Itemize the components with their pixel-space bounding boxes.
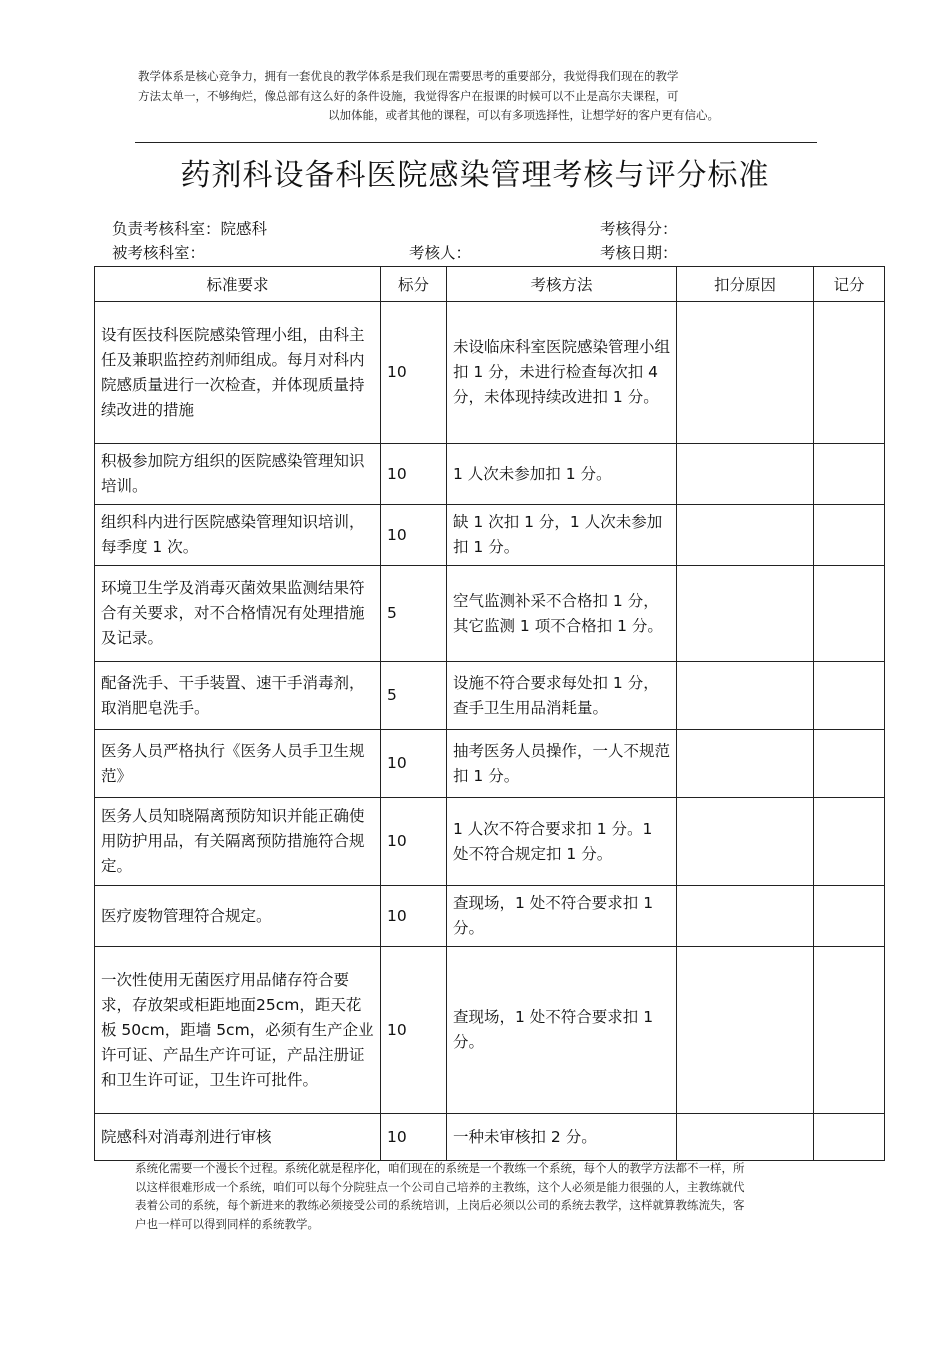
table-row xyxy=(95,505,885,566)
reason-cell xyxy=(677,1114,814,1161)
header-divider xyxy=(135,142,817,143)
method-cell: 一种未审核扣 2 分。 xyxy=(447,1114,677,1161)
requirement-cell: 医务人员严格执行《医务人员手卫生规范》 xyxy=(95,730,381,798)
reason-cell xyxy=(677,444,814,505)
table-row xyxy=(95,662,885,730)
table-row xyxy=(95,947,885,1114)
col-header-method: 考核方法 xyxy=(447,267,677,302)
requirement-cell: 积极参加院方组织的医院感染管理知识培训。 xyxy=(95,444,381,505)
score-cell: 10 xyxy=(381,798,447,886)
method-cell: 1 人次不符合要求扣 1 分。1 处不符合规定扣 1 分。 xyxy=(447,798,677,886)
requirement-cell: 组织科内进行医院感染管理知识培训，每季度 1 次。 xyxy=(95,505,381,566)
mark-cell xyxy=(814,730,885,798)
table-row xyxy=(95,302,885,444)
header-note-line-1: 教学体系是核心竞争力，拥有一套优良的教学体系是我们现在需要思考的重要部分，我觉得我们现在的教学 xyxy=(138,69,679,83)
score-cell: 10 xyxy=(381,886,447,947)
table-row xyxy=(95,798,885,886)
requirement-cell: 院感科对消毒剂进行审核 xyxy=(95,1114,381,1161)
requirement-cell: 一次性使用无菌医疗用品储存符合要求，存放架或柜距地面25cm，距天花板 50cm，距墙 5cm，必须有生产企业许可证、产品生产许可证，产品注册证和卫生许可证，卫生许可批件。 xyxy=(95,947,381,1114)
score-cell: 5 xyxy=(381,662,447,730)
method-cell: 1 人次未参加扣 1 分。 xyxy=(447,444,677,505)
method-cell: 未设临床科室医院感染管理小组扣 1 分，未进行检查每次扣 4 分，未体现持续改进扣 1 分。 xyxy=(447,302,677,444)
method-cell: 抽考医务人员操作，一人不规范扣 1 分。 xyxy=(447,730,677,798)
assessment-table xyxy=(94,266,885,1161)
requirement-cell: 设有医技科医院感染管理小组，由科主任及兼职监控药剂师组成。每月对科内院感质量进行一次检查，并体现质量持续改进的措施 xyxy=(95,302,381,444)
col-header-reason: 扣分原因 xyxy=(677,267,814,302)
col-header-score: 标分 xyxy=(381,267,447,302)
mark-cell xyxy=(814,1114,885,1161)
header-note-line-2: 方法太单一，不够绚烂，像总部有这么好的条件设施，我觉得客户在报课的时候可以不止是高尔夫课程，可 xyxy=(138,89,679,103)
page-title: 药剂科设备科医院感染管理考核与评分标准 xyxy=(180,158,770,193)
method-cell: 查现场，1 处不符合要求扣 1 分。 xyxy=(447,947,677,1114)
reason-cell xyxy=(677,730,814,798)
reason-cell xyxy=(677,886,814,947)
date-label: 考核日期： xyxy=(600,244,678,262)
examiner-label: 考核人： xyxy=(409,244,472,262)
score-cell: 10 xyxy=(381,947,447,1114)
footer-note: 系统化需要一个漫长个过程。系统化就是程序化，咱们现在的系统是一个教练一个系统，每个人的教学方法都不一样，所以这样很难形成一个系统，咱们可以每个分院驻点一个公司自己培养的主教练，这个人必须是能力很强的人，主教练就代表着公司的系统，每个新进来的教练必须接受公司的系统培训，上岗后必须以公司的系统去教学，这样就算教练流失，客户也一样可以得到同样的系统教学。 xyxy=(135,1161,745,1231)
header-note-line-3: 以加体能，或者其他的课程，可以有多项选择性，让想学好的客户更有信心。 xyxy=(328,108,719,122)
mark-cell xyxy=(814,947,885,1114)
reason-cell xyxy=(677,662,814,730)
reason-cell xyxy=(677,566,814,662)
mark-cell xyxy=(814,566,885,662)
mark-cell xyxy=(814,886,885,947)
col-header-requirement: 标准要求 xyxy=(95,267,381,302)
reason-cell xyxy=(677,947,814,1114)
method-cell: 查现场，1 处不符合要求扣 1 分。 xyxy=(447,886,677,947)
responsible-dept: 负责考核科室：院感科 xyxy=(112,220,268,238)
reason-cell xyxy=(677,302,814,444)
requirement-cell: 医务人员知晓隔离预防知识并能正确使用防护用品，有关隔离预防措施符合规定。 xyxy=(95,798,381,886)
method-cell: 空气监测补采不合格扣 1 分，其它监测 1 项不合格扣 1 分。 xyxy=(447,566,677,662)
table-row xyxy=(95,1114,885,1161)
score-cell: 10 xyxy=(381,505,447,566)
table-row xyxy=(95,730,885,798)
score-cell: 5 xyxy=(381,566,447,662)
mark-cell xyxy=(814,302,885,444)
reason-cell xyxy=(677,798,814,886)
method-cell: 设施不符合要求每处扣 1 分，查手卫生用品消耗量。 xyxy=(447,662,677,730)
reason-cell xyxy=(677,505,814,566)
mark-cell xyxy=(814,444,885,505)
examined-dept: 被考核科室： xyxy=(112,244,206,262)
score-cell: 10 xyxy=(381,444,447,505)
method-cell: 缺 1 次扣 1 分，1 人次未参加扣 1 分。 xyxy=(447,505,677,566)
table-row xyxy=(95,566,885,662)
table-header-row xyxy=(95,267,885,302)
requirement-cell: 环境卫生学及消毒灭菌效果监测结果符合有关要求，对不合格情况有处理措施及记录。 xyxy=(95,566,381,662)
requirement-cell: 配备洗手、干手装置、速干手消毒剂，取消肥皂洗手。 xyxy=(95,662,381,730)
score-cell: 10 xyxy=(381,302,447,444)
score-label: 考核得分： xyxy=(600,220,678,238)
mark-cell xyxy=(814,798,885,886)
mark-cell xyxy=(814,662,885,730)
table-row xyxy=(95,444,885,505)
score-cell: 10 xyxy=(381,1114,447,1161)
mark-cell xyxy=(814,505,885,566)
requirement-cell: 医疗废物管理符合规定。 xyxy=(95,886,381,947)
col-header-mark: 记分 xyxy=(814,267,885,302)
table-row xyxy=(95,886,885,947)
score-cell: 10 xyxy=(381,730,447,798)
